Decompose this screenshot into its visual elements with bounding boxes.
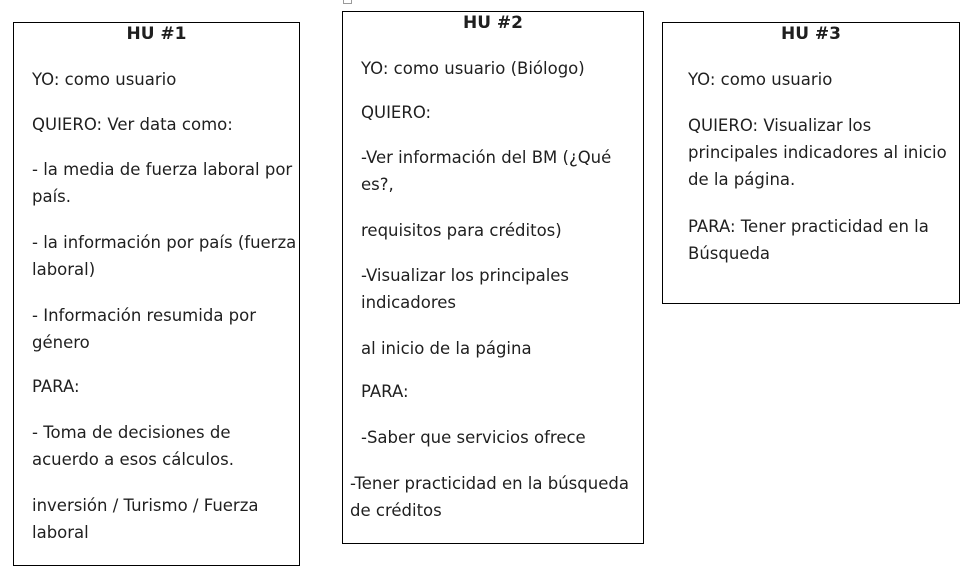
user-story-card-1 [13, 22, 300, 566]
story-line: QUIERO: Visualizar los [688, 116, 872, 135]
story-line: requisitos para créditos) [361, 221, 562, 240]
story-line: de la página. [688, 170, 796, 189]
story-line: indicadores [361, 293, 457, 312]
story-line: inversión / Turismo / Fuerza [32, 496, 259, 515]
card-title: HU #1 [126, 24, 187, 44]
story-line: - Toma de decisiones de [32, 423, 231, 442]
story-line: Búsqueda [688, 244, 771, 263]
story-line: acuerdo a esos cálculos. [32, 450, 234, 469]
card-title: HU #2 [462, 13, 524, 33]
story-line: QUIERO: [361, 103, 432, 122]
story-line: de créditos [350, 501, 442, 520]
story-line: QUIERO: Ver data como: [32, 115, 233, 134]
story-line: YO: como usuario [32, 70, 177, 89]
story-line: laboral [32, 523, 89, 542]
story-line: - la información por país (fuerza [32, 233, 297, 252]
story-line: -Tener practicidad en la búsqueda [350, 474, 629, 493]
anchor-marker [343, 0, 352, 4]
story-line: -Saber que servicios ofrece [361, 428, 586, 447]
story-line: - Información resumida por [32, 306, 257, 325]
story-line: PARA: Tener practicidad en la [688, 217, 929, 236]
story-line: principales indicadores al inicio [688, 143, 947, 162]
story-line: YO: como usuario [688, 70, 833, 89]
card-title: HU #3 [780, 24, 842, 44]
story-line: -Ver información del BM (¿Qué [361, 148, 612, 167]
user-story-card-3 [662, 22, 960, 304]
story-line: es?, [361, 175, 394, 194]
story-line: - la media de fuerza laboral por [32, 160, 293, 179]
story-line: PARA: [361, 382, 409, 401]
story-line: país. [32, 187, 72, 206]
story-line: género [32, 333, 90, 352]
story-line: PARA: [32, 377, 80, 396]
story-line: -Visualizar los principales [361, 266, 570, 285]
user-story-card-2 [342, 11, 644, 544]
story-line: YO: como usuario (Biólogo) [361, 59, 585, 78]
story-line: al inicio de la página [361, 339, 532, 358]
story-line: laboral) [32, 260, 96, 279]
